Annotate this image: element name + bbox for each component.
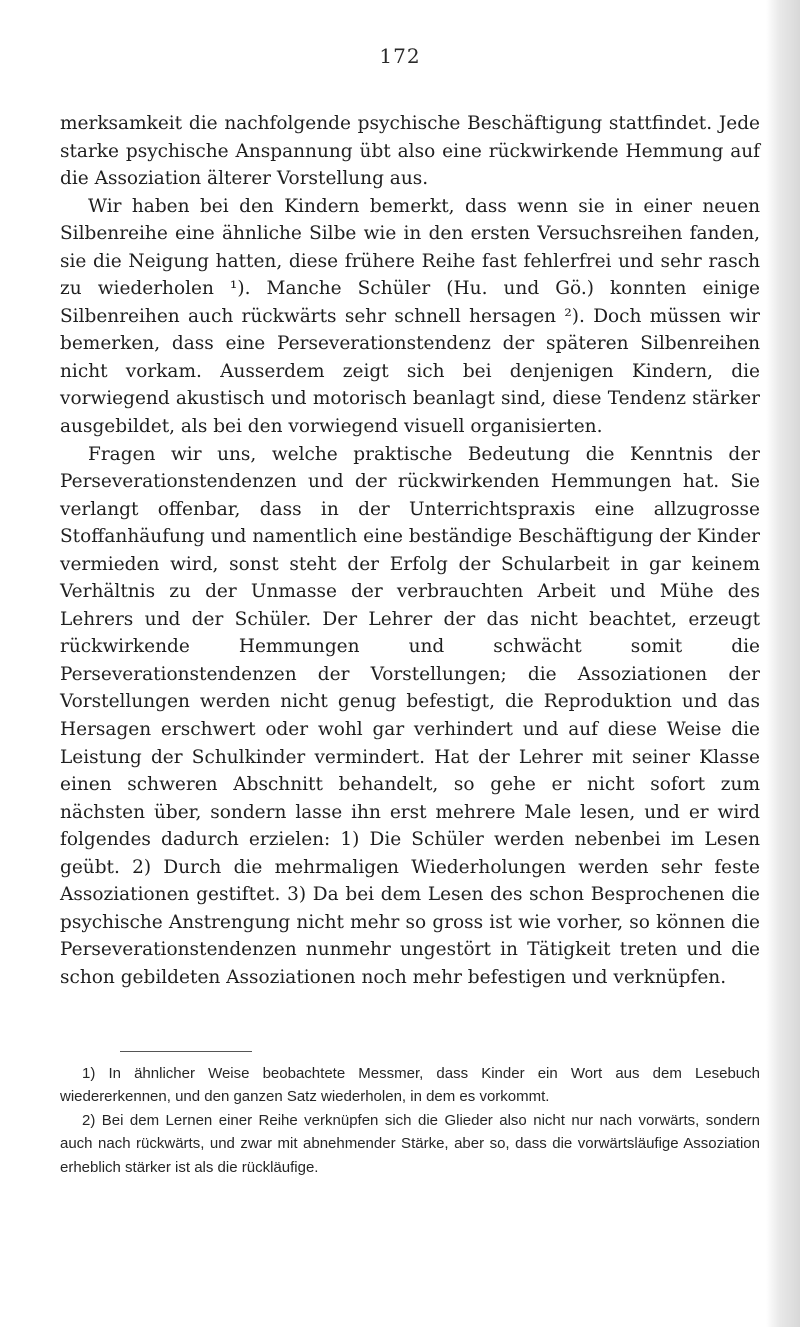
- paragraph: Fragen wir uns, welche praktische Bedeutung die Kenntnis der Perseverationstendenzen und der rückwirkenden Hemmungen hat. Sie verlangt offenbar, dass in der Unterrichtspraxis eine allzugrosse Stoffanhäufung und namentlich eine beständige Beschäftigung der Kinder vermieden wird, sonst steht der Erfolg der Schularbeit in gar keinem Verhältnis zu der Unmasse der verbrauchten Arbeit und Mühe des Lehrers und der Schüler. Der Lehrer der das nicht beachtet, erzeugt rückwirkende Hemmungen und schwächt somit die Perseverationstendenzen der Vorstellungen; die Assoziationen der Vorstellungen werden nicht genug befestigt, die Reproduktion und das Hersagen erschwert oder wohl gar verhindert und auf diese Weise die Leistung der Schulkinder vermindert. Hat der Lehrer mit seiner Klasse einen schweren Abschnitt behandelt, so gehe er nicht sofort zum nächsten über, sondern lasse ihn erst mehrere Male lesen, und er wird folgendes dadurch erzielen: 1) Die Schüler werden nebenbei im Lesen geübt. 2) Durch die mehrmaligen Wiederholungen werden sehr feste Assoziationen gestiftet. 3) Da bei dem Lesen des schon Besprochenen die psychische Anstrengung nicht mehr so gross ist wie vorher, so können die Perseverationstendenzen nunmehr ungestört in Tätigkeit treten und die schon gebildeten Assoziationen noch mehr befestigen und verknüpfen.: [60, 443, 760, 988]
- page-number: 172: [379, 44, 421, 68]
- footnote: 1) In ähnlicher Weise beobachtete Messmer, dass Kinder ein Wort aus dem Lesebuch wiedererkennen, und den ganzen Satz wiederholen, in dem es vorkommt.: [60, 1065, 760, 1106]
- footnotes: [60, 1062, 760, 1179]
- footnote-divider: [120, 1051, 252, 1052]
- page-edge-shadow: [766, 0, 800, 1327]
- footnote: 2) Bei dem Lernen einer Reihe verknüpfen sich die Glieder also nicht nur nach vorwärts, sondern auch nach rückwärts, und zwar mit abnehmender Stärke, aber so, dass die vorwärtsläufige Assoziation erheblich stärker ist als die rückläufige.: [60, 1111, 760, 1176]
- body-text: [60, 110, 760, 992]
- paragraph: Wir haben bei den Kindern bemerkt, dass wenn sie in einer neuen Silbenreihe eine ähnliche Silbe wie in den ersten Versuchsreihen fanden, sie die Neigung hatten, diese frühere Reihe fast fehlerfrei und sehr rasch zu wiederholen ¹). Manche Schüler (Hu. und Gö.) konnten einige Silbenreihen auch rückwärts sehr schnell hersagen ²). Doch müssen wir bemerken, dass eine Perseverationstendenz der späteren Silbenreihen nicht vorkam. Ausserdem zeigt sich bei denjenigen Kindern, die vorwiegend akustisch und motorisch beanlagt sind, diese Tendenz stärker ausgebildet, als bei den vorwiegend visuell organisierten.: [60, 195, 760, 438]
- paragraph: merksamkeit die nachfolgende psychische Beschäftigung stattfindet. Jede starke psychische Anspannung übt also eine rückwirkende Hemmung auf die Assoziation älterer Vorstellung aus.: [60, 113, 760, 190]
